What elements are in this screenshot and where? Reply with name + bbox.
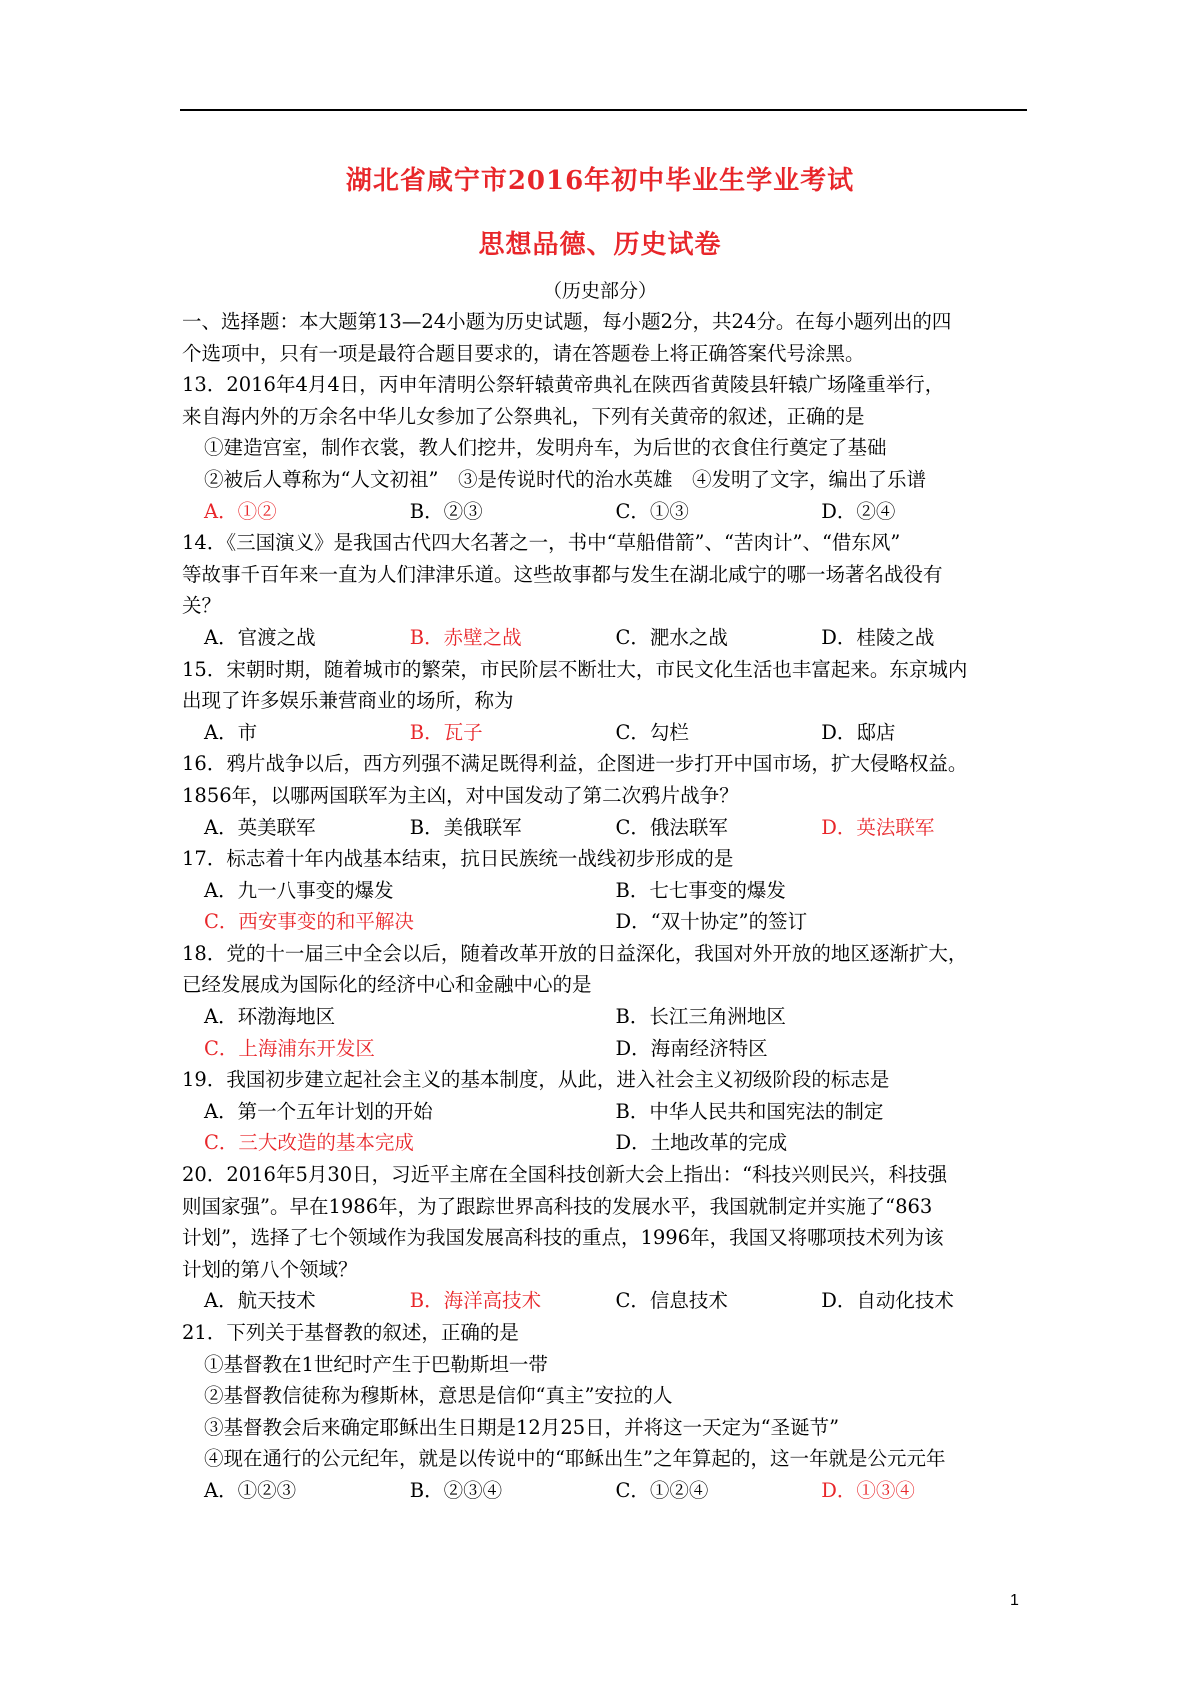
answer-option: B．美俄联军 xyxy=(409,815,522,839)
answer-option: B．赤壁之战 xyxy=(409,625,522,649)
answer-option: D．英法联军 xyxy=(821,815,935,839)
answer-option: D．①③④ xyxy=(821,1478,915,1502)
options-row xyxy=(182,496,1027,528)
answer-option: A．①② xyxy=(204,499,277,523)
answer-option: D．邸店 xyxy=(821,720,896,744)
answer-option: A．英美联军 xyxy=(204,815,316,839)
options-row xyxy=(182,1096,1027,1128)
header-rule xyxy=(180,109,1027,111)
question-stem-line: 出现了许多娱乐兼营商业的场所，称为 xyxy=(182,689,514,713)
question-stem-line: 13．2016年4月4日，丙申年清明公祭轩辕黄帝典礼在陕西省黄陵县轩辕广场隆重举行， xyxy=(182,373,945,397)
answer-option: A．航天技术 xyxy=(204,1289,316,1313)
question-stem-line: 19．我国初步建立起社会主义的基本制度，从此，进入社会主义初级阶段的标志是 xyxy=(182,1068,890,1092)
question-stem-line: 21．下列关于基督教的叙述，正确的是 xyxy=(182,1321,519,1344)
question-stem-line: 计划的第八个领域？ xyxy=(182,1257,358,1281)
answer-option: C．淝水之战 xyxy=(615,625,728,649)
question-stem-line: 16．鸦片战争以后，西方列强不满足既得利益，企图进一步打开中国市场，扩大侵略权益。 xyxy=(182,752,968,776)
instructions-line: 个选项中，只有一项是最符合题目要求的，请在答题卷上将正确答案代号涂黑。 xyxy=(182,341,865,365)
answer-option: B．七七事变的爆发 xyxy=(615,878,786,902)
answer-option: C．①②④ xyxy=(615,1478,709,1502)
options-row xyxy=(182,1285,1027,1317)
options-row xyxy=(182,906,1027,938)
answer-option: D．桂陵之战 xyxy=(821,625,935,649)
answer-option: D．海南经济特区 xyxy=(615,1036,768,1060)
options-row xyxy=(182,1475,1027,1507)
answer-option: D．土地改革的完成 xyxy=(615,1131,788,1155)
answer-option: A．环渤海地区 xyxy=(204,1005,336,1029)
answer-option: A．九一八事变的爆发 xyxy=(204,878,394,902)
options-row xyxy=(182,622,1027,654)
question-stem-line: 来自海内外的万余名中华儿女参加了公祭典礼，下列有关黄帝的叙述，正确的是 xyxy=(182,404,865,428)
question-stem-line: 15．宋朝时期，随着城市的繁荣，市民阶层不断壮大，市民文化生活也丰富起来。东京城内 xyxy=(182,657,968,681)
answer-option: C．上海浦东开发区 xyxy=(204,1036,375,1060)
question-statement: ①建造宫室，制作衣裳，教人们挖井，发明舟车，为后世的衣食住行奠定了基础 xyxy=(204,436,887,460)
answer-option: A．①②③ xyxy=(204,1478,297,1502)
options-row xyxy=(182,875,1027,907)
answer-option: A．官渡之战 xyxy=(204,625,316,649)
question-stem-line: 18．党的十一届三中全会以后，随着改革开放的日益深化，我国对外开放的地区逐渐扩大， xyxy=(182,941,968,965)
answer-option: B．中华人民共和国宪法的制定 xyxy=(615,1099,884,1123)
question-statement: ②基督教信徒称为穆斯林，意思是信仰“真主”安拉的人 xyxy=(204,1384,673,1408)
options-row xyxy=(182,1033,1027,1065)
exam-subtitle: 思想品德、历史试卷 xyxy=(478,230,722,260)
question-stem-line: 20．2016年5月30日，习近平主席在全国科技创新大会上指出：“科技兴则民兴，科技强 xyxy=(182,1163,948,1187)
options-row xyxy=(182,1001,1027,1033)
answer-option: C．信息技术 xyxy=(615,1289,728,1313)
answer-option: C．①③ xyxy=(615,499,689,523)
answer-option: D．自动化技术 xyxy=(821,1289,954,1313)
question-statement: ④现在通行的公元纪年，就是以传说中的“耶稣出生”之年算起的，这一年就是公元元年 xyxy=(204,1447,946,1471)
question-stem-line: 已经发展成为国际化的经济中心和金融中心的是 xyxy=(182,973,592,997)
answer-option: B．②③④ xyxy=(409,1478,503,1502)
question-statement: ②被后人尊称为“人文初祖” ③是传说时代的治水英雄 ④发明了文字，编出了乐谱 xyxy=(204,467,926,491)
answer-option: D．“双十协定”的签订 xyxy=(615,910,808,934)
options-row xyxy=(182,717,1027,749)
question-statement: ③基督教会后来确定耶稣出生日期是12月25日，并将这一天定为“圣诞节” xyxy=(204,1415,840,1439)
question-statement: ①基督教在1世纪时产生于巴勒斯坦一带 xyxy=(204,1352,548,1376)
answer-option: A．第一个五年计划的开始 xyxy=(204,1099,433,1123)
answer-option: B．②③ xyxy=(409,499,483,523)
options-row xyxy=(182,1127,1027,1159)
question-stem-line: 17．标志着十年内战基本结束，抗日民族统一战线初步形成的是 xyxy=(182,847,734,871)
question-stem-line: 则国家强”。早在1986年，为了跟踪世界高科技的发展水平，我国就制定并实施了“863 xyxy=(182,1194,933,1218)
answer-option: D．②④ xyxy=(821,499,896,523)
exam-title: 湖北省咸宁市2016年初中毕业生学业考试 xyxy=(345,166,855,196)
answer-option: C．俄法联军 xyxy=(615,815,728,839)
answer-option: C．勾栏 xyxy=(615,720,689,744)
answer-option: C．西安事变的和平解决 xyxy=(204,910,414,934)
options-row xyxy=(182,812,1027,844)
answer-option: B．长江三角洲地区 xyxy=(615,1005,786,1029)
instructions-line: 一、选择题：本大题第13—24小题为历史试题，每小题2分，共24分。在每小题列出的四 xyxy=(182,310,952,333)
answer-option: A．市 xyxy=(204,720,258,744)
question-list xyxy=(182,306,1027,1507)
question-stem-line: 关？ xyxy=(182,594,222,618)
question-stem-line: 14．《三国演义》是我国古代四大名著之一，书中“草船借箭”、“苦肉计”、“借东风” xyxy=(182,531,901,555)
question-stem-line: 等故事千百年来一直为人们津津乐道。这些故事都与发生在湖北咸宁的哪一场著名战役有 xyxy=(182,562,943,586)
answer-option: C．三大改造的基本完成 xyxy=(204,1131,414,1155)
answer-option: B．瓦子 xyxy=(409,720,483,744)
question-stem-line: 计划”，选择了七个领域作为我国发展高科技的重点，1996年，我国又将哪项技术列为该 xyxy=(182,1226,944,1250)
page-number: 1 xyxy=(1010,1592,1019,1609)
answer-option: B．海洋高技术 xyxy=(409,1289,542,1313)
question-stem-line: 1856年，以哪两国联军为主凶，对中国发动了第二次鸦片战争？ xyxy=(182,783,739,807)
section-label: （历史部分） xyxy=(542,280,657,302)
